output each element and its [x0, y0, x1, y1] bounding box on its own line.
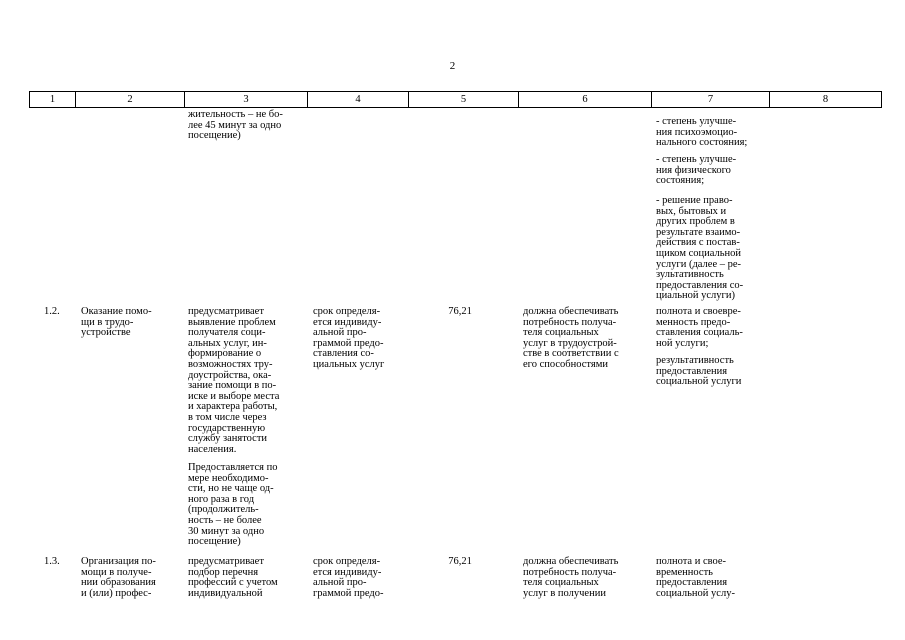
row-1-2-number: 1.2.: [44, 306, 60, 317]
header-col-8: 8: [822, 94, 829, 105]
page-number: 2: [449, 60, 456, 72]
row-1-3-standard: должна обеспечивать потребность получа- теля социальных услуг в получении: [523, 556, 619, 599]
table-header-row: [29, 91, 882, 108]
row-1-2-price: 76,21: [448, 306, 472, 317]
header-col-5: 5: [409, 92, 519, 107]
row-1-2-quality-criterion-2: результативность предоставления социальной услуги: [656, 355, 742, 388]
row-1-2-standard: должна обеспечивать потребность получа- теля социальных услуг в трудоустрой- стве в соответствии с его способностями: [523, 306, 619, 370]
header-col-3: 3: [185, 92, 308, 107]
row-1-3-price: 76,21: [448, 556, 472, 567]
row-1-3-description: предусматривает подбор перечня профессий с учетом индивидуальной: [188, 556, 278, 599]
row-1-3-number: 1.3.: [44, 556, 60, 567]
header-col-7: 7: [652, 92, 770, 107]
header-col-2: 2: [76, 92, 185, 107]
row-1-3-quality-criterion-1: полнота и свое- временность предоставления социальной услу-: [656, 556, 735, 599]
continued-quality-criterion-3: - решение право- вых, бытовых и других проблем в результате взаимо- действия с постав- щиком социальной услуги (далее – ре- зультативность предоставления со- циальной услуги): [656, 195, 744, 302]
continued-description: жительность – не бо- лее 45 минут за одно посещение): [188, 109, 283, 142]
header-col-4: 4: [308, 92, 409, 107]
row-1-2-quality-criterion-1: полнота и своевре- менность предо- ставления социаль- ной услуги;: [656, 306, 743, 349]
header-col-6: 6: [519, 92, 652, 107]
row-1-3-term: срок определя- ется индивиду- альной про- граммой предо-: [313, 556, 384, 599]
continued-quality-criterion-2: - степень улучше- ния физического состояния;: [656, 154, 737, 187]
row-1-3-service-name: Организация по- мощи в получе- нии образования и (или) профес-: [81, 556, 156, 599]
row-1-2-description: предусматривает выявление проблем получателя соци- альных услуг, ин- формирование о возможностях тру- доустройства, ока- зание помощи в по- иске и выборе места и характера работы, в том числе через государственную службу занятости населения.: [188, 306, 280, 455]
row-1-2-term: срок определя- ется индивиду- альной про- граммой предо- ставления со- циальных услуг: [313, 306, 385, 370]
row-1-2-service-name: Оказание помо- щи в трудо- устройстве: [81, 306, 152, 339]
header-col-1: 1: [30, 92, 76, 107]
continued-quality-criterion-1: - степень улучше- ния психоэмоцио- нального состояния;: [656, 116, 748, 149]
row-1-2-frequency: Предоставляется по мере необходимо- сти, но не чаще од- ного раза в год (продолжитель- ность – не более 30 минут за одно посещение): [188, 462, 278, 548]
